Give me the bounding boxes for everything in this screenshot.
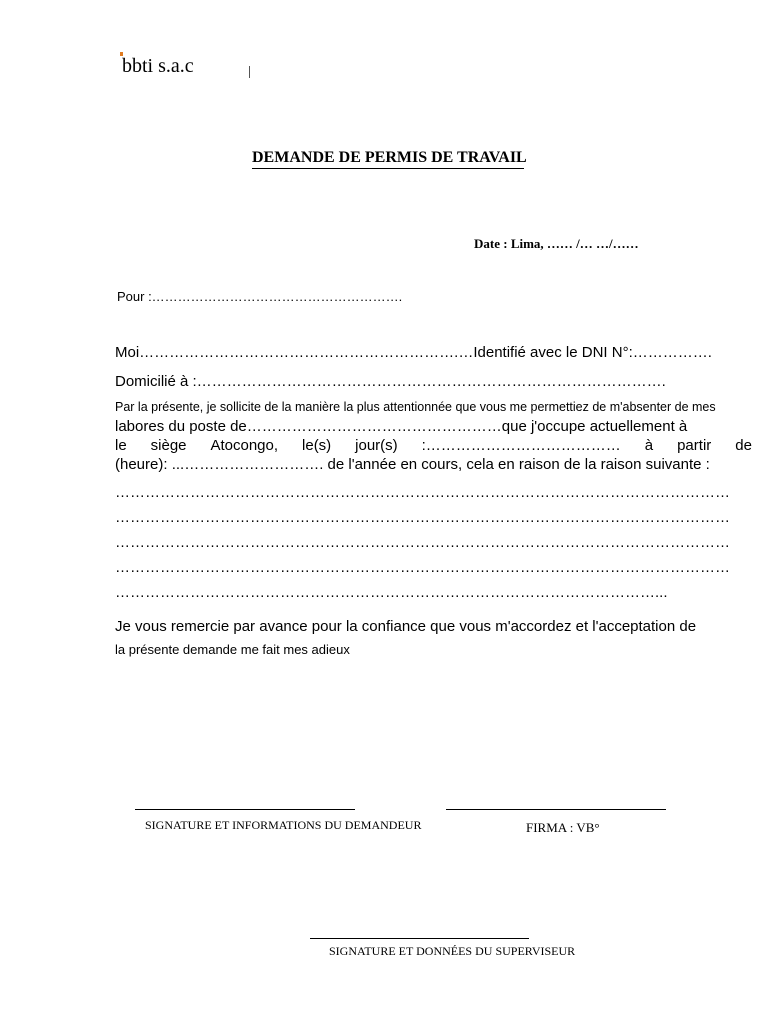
paragraph-word: le [115,437,127,454]
paragraph-word: partir [677,437,712,454]
paragraph-word: :………………………………… [421,437,621,454]
request-paragraph-line-2: labores du poste de……………………………………………que j'occupe actuellement à [115,418,688,435]
applicant-signature-line [135,809,355,810]
company-logo-text: bbti s.a.c [122,55,194,77]
paragraph-word: de [735,437,752,454]
approval-signature-label: FIRMA : VB° [526,820,600,835]
applicant-signature-label: SIGNATURE ET INFORMATIONS DU DEMANDEUR [145,818,422,832]
document-title: DEMANDE DE PERMIS DE TRAVAIL [252,149,527,166]
reason-line: …………………………………………………………………………………………………………… [115,534,730,551]
domicile-line: Domicilié à :…………………………………………………………………………………. [115,373,666,390]
request-paragraph-line-1: Par la présente, je sollicite de la manière la plus attentionnée que vous me permettiez de m'absenter de mes [115,400,716,414]
supervisor-signature-line [310,938,529,939]
logo-edge-mark [249,66,250,78]
request-paragraph-line-3 [115,437,752,454]
paragraph-word: siège [150,437,187,454]
request-paragraph-line-4: (heure): ...………………………. de l'année en cours, cela en raison de la raison suivante : [115,456,710,473]
reason-line: …………………………………………………………………………………………………………… [115,484,730,501]
closing-line-2: la présente demande me fait mes adieux [115,642,350,657]
reason-line: ………………………………………………………………………………………………... [115,584,668,601]
paragraph-word: Atocongo, [210,437,279,454]
moi-line: Moi……………………………………………………….…Identifié avec le DNI N°:……………. [115,344,712,361]
pour-line: Pour :…………………………………………………. [117,289,403,304]
paragraph-word: à [644,437,654,454]
approval-signature-line [446,809,666,810]
closing-line-1: Je vous remercie par avance pour la confiance que vous m'accordez et l'acceptation de [115,618,697,635]
reason-line: …………………………………………………………………………………………………………… [115,509,730,526]
date-line: Date : Lima, …… /… …/…… [474,236,639,251]
paragraph-word: jour(s) [355,437,398,454]
paragraph-word: le(s) [302,437,332,454]
reason-line: …………………………………………………………………………………………………………… [115,559,730,576]
title-underline [252,168,524,169]
supervisor-signature-label: SIGNATURE ET DONNÉES DU SUPERVISEUR [329,944,576,958]
